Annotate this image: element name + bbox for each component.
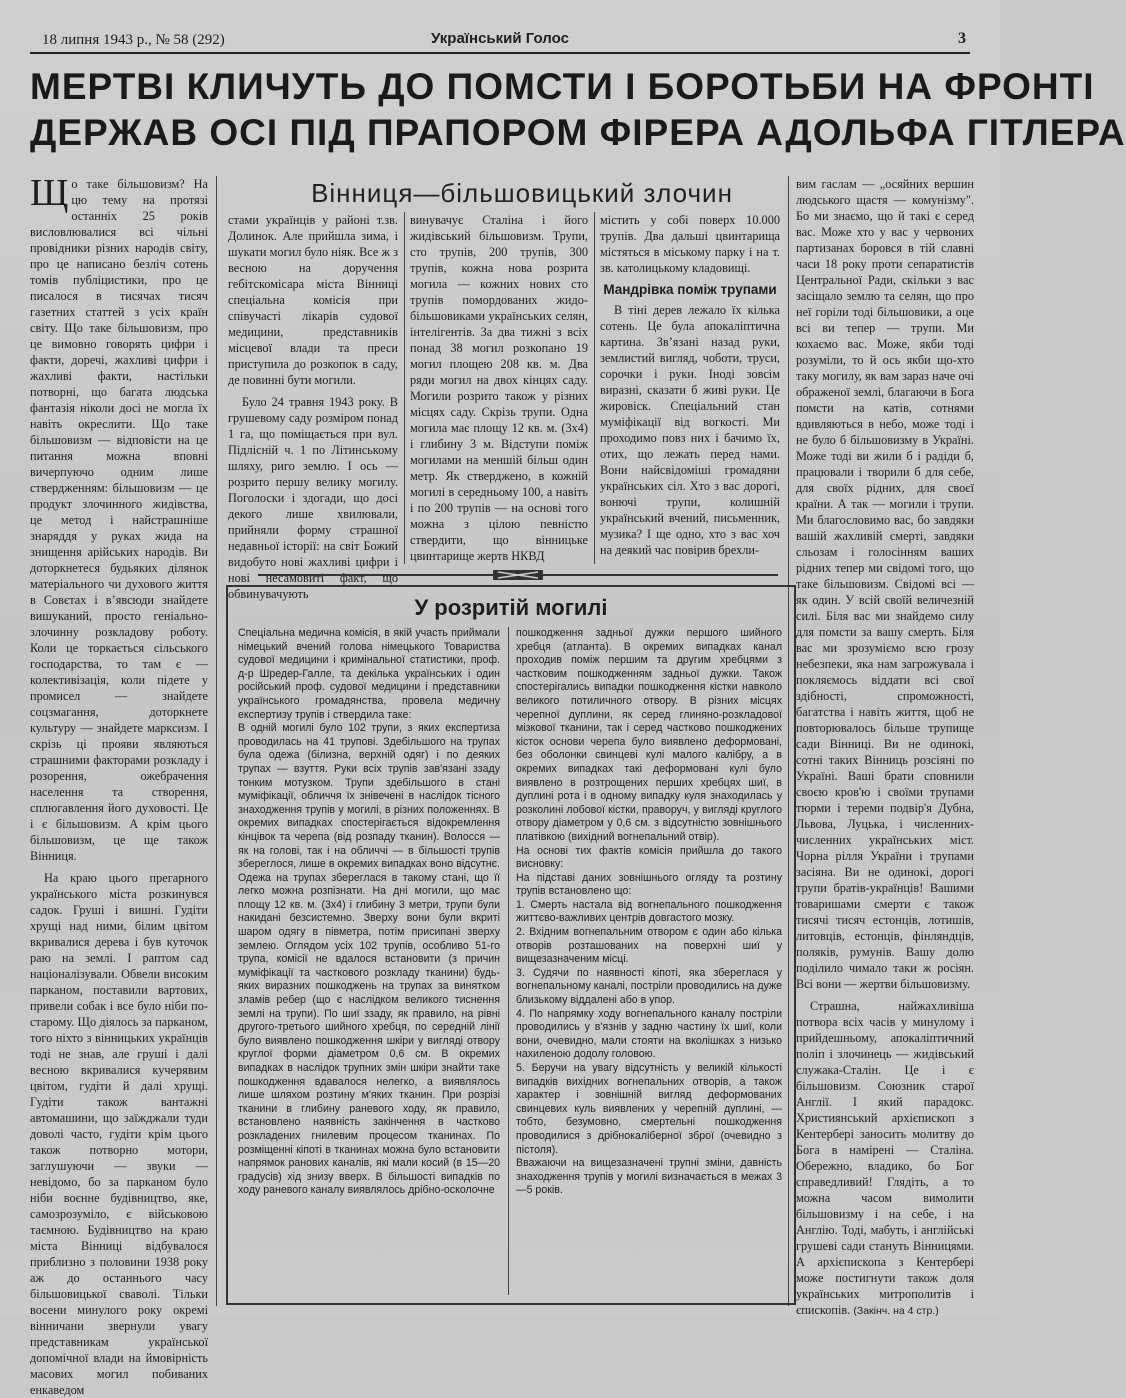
vinnytsia-paragraph: стами українців у районі т.зв. Долинок. Але прийшла зима, і шукати могил було ніяк. Все ж з весною на доручення гебітскомісара міста Вінниці спеціальна комісія при співучасті лікарів судової медицини, представників місцевої влади та преси приступила до розкопок в саду, де повинні бути могили. bbox=[228, 213, 398, 387]
column-rule bbox=[216, 176, 217, 1306]
vinnytsia-column-4 bbox=[600, 212, 780, 568]
banner-headline bbox=[30, 64, 1126, 156]
vinnytsia-paragraph: В тіні дерев лежало їх кілька сотень. Це була апокаліптична картина. Звʼязані назад руки, землистий вигляд, чоботи, труси, сорочки і руки. Іноді зовсім виразні, сказати б живі руки. Це жировіск. Спеціальний стан муміфікації від вогкості. Ми проходимо повз них і бачимо їх, отих, що лежать перед нами. Вони найсвідоміші громадяни українських сіл. Хто з вас дорогі, вонючі трупи, колишній український вчений, письменник, музика? І ще одно, хто з вас хоч на деякий час повірив брехли- bbox=[600, 303, 780, 557]
continuation-paragraph: вим гаслам — „осяйних вершин людського щастя — комунізму". Бо ми знаємо, що й такі є серед вас. Може хто у вас у червоних партизанах боровся в тій славні часи 18 року проти сепаратистів Центральної Ради, скільки з вас засіщало землю та селян, що про неї горіли тоді більшовики, а оце всі ви тепер — трупи. Ми кохаємо вас. Може, якби тоді розуміли, то й ось якби що-хто таку могилу, як вам зараз наче очі ображеної землі, благаючи в Бога помсти на катів, сотнями вдивляються в небо, може тоді і не було б більшовизму в Україні. Може тоді ви жили б і радіди б, працювали і творили б для себе, для своїх рідних, для своєї країни. А так — могили і трупи. Ми благословимо вас, бо завдяки вашій жахливій смерті, завдяки сльозам і голосінням ваших рідних тепер ми свідомі того, що таке більшовизм. Свідомі всі — як один. У всій своїй величезній силі. Біля вас ми знайдемо силу для помсти за вашу смерть. Біля вас ми зрозуміємо всю грозу небезпеки, яка нам загрожувала і покляємось віддати всі свої здібності, спроможності, багатства і навіть життя, щоб не повторювалось більше трупище сади Вінниці. Ви не одинокі, сотні таких Вінниць розсіяні по Україні. Ваші брати сповнили своєю кров'ю і своїми трупами тюрми і тереми подвір'я Дубна, Львова, Луцька, і численних-численних українських міст. Чорна рілля України і трупами засіяна. Ви не одинокі, дорогі трупи братів-українців! Вашими товаришами смерти є також тисячі тисяч естонців, лотишів, литовців, естонців, фінляндців, поляків, румунів. Вашу долю поділило чимало таки ж росіян. Всі вони — жертви більшовизму. bbox=[796, 177, 974, 991]
editorial-column bbox=[30, 172, 208, 1397]
boxed-article-right-column: пошкодження задньої дужки першого шийного хребця (атланта). В окремих випадках канал проходив поміж першим та другим хребцями з частковим пошкодженням задньої дужки. Також спостерігались випадки пошкодження кістки навколо великого потиличного отвору. В різних місцях черепної дуплини, як серед глиняно-розкладової мізкової тканини, так і серед частково пошкоджених кісток основи черепа було виявлено деформовані, без оболонки свинцеві кулі малого калібру, а в окремих випадках такі деформовані кулі було виявлено в розтрощених перших хребцях шиї, в дуплині рота і в одному випадку куля знаходилась у розколині лобової кістки, праворуч, у вигляді круглого отвору діаметром у 0,6 см. з відсутністю зовнішнього платівкою (вихідний вогнепальний отвір). На основі тих фактів комісія прийшла до такого висновку: На підставі даних зовнішнього огляду та розтину трупів встановлено що: 1. Смерть настала від вогнепального пошкодження життєво-важливих центрів довгастого мозку. 2. Вхідним вогнепальним отвором є один або кілька отворів розташованих на поверхні шиї у вищезазначеним місці. 3. Судячи по наявності кіпоті, яка збереглася у вогнепальному каналі, постріли проводились на дуже близькому віддалені або в упор. 4. По напрямку ходу вогнепального каналу постріли проводились у в'язнів у задню частину їх шиї, коли вони, очевидно, мали стояти на вколішках з низько нахиленою додолу головою. 5. Беручи на увагу відсутність у великій кількості випадків вихідних вогнепальних отворів, а також характер і зовнішній вигляд деформованих свинцевих куль виявлених у черепній дуплині, — тобто, безумовно, смертельні пошкодження проводилися з дрібнокаліберної зброї (очевидно з пістоля). Вважаючи на вищезазначені трупні зміни, давність знаходження трупів у могилі визначається в межах 3—5 років. bbox=[516, 627, 782, 1197]
editorial-text-1: о таке більшовизм? На цю тему на протязі останніх 25 років висловлювалися всі чільні провідники різних народів світу, про це написано безліч сотень томів публіцистики, про це писалося в тисячах тисяч газетних статтей з усіх країн світу. Що таке більшовизм, про це вимовно говорять цифри і факти, доречі, жахливі цифри і жахливі факти, настільки потворні, що багата людська фантазія ніколи досі не могла їх навіть окреслити. Що таке більшовизм — відповісти на це питання можна вповні вичерпуючо одним лише ствердженням: більшовизм — це продукт злочинного жидівства, це метод і найстрашніше знаряддя у руках жида на знищення арійських народів. Ви доторкнетеся будьяких ділянок матеріального чи духового життя в Совєтах і вʼявсюди знайдете вишуканий, просто геніально-злочинну розкладову роботу. Коли це торкається сільського господарства, то там є — колективізація, коли підете у промисел — знайдете соцзмагання, доторкнете культуру — знайдете марксизм. І скрізь ці прояви являються страшними факторами розкладу і розорення, ожебрачення населення та створення, сплюгавлення його духовості. Це і є більшовизм. А крім цього більшовизм, це ще також Вінниця. bbox=[30, 177, 208, 863]
column-rule bbox=[404, 212, 405, 564]
column-rule bbox=[508, 627, 509, 1295]
continuation-text-2: Страшна, найжахливіша потвора всіх часів у минулому і прийдешньому, апокаліптичний поліп і злочинець — жидівський служака-Сталін. Це і є більшовизм. Союзник старої Англії. І який парадокс. Християнський архієпископ з Кентербері заносить молитву до Бога в намірені — Сталіна. Обережно, владико, бо Бог справедливий! Глядіть, а то можна часом вимолити більшовизму і на себе, і на Англію. Тоді, мабуть, і англійські грушеві сади стануть Вінницями. А архієпископа з Кентербері може постигнути також доля українських митрополитів і єпископів. bbox=[796, 999, 974, 1317]
page-number: 3 bbox=[958, 30, 966, 47]
article-title-vinnytsia: Вінниця—більшовицький злочин bbox=[311, 178, 733, 208]
editorial-paragraph-2: На краю цього прегарного українського міста розкинувся садок. Груші і вишні. Гудіти хрущі над ними, білим цвітом вкривалися дерева і був куточок раю на землі. І раптом сад націоналізували. Обвели високим парканом, поставили вартових, привели собак і все було ніби по-старому. Що діялось за парканом, того ніхто з вінницьких українців тоді не знав, але груші і далі весною вкривалися кучерявим цвітом, гудіти й далі хрущі. Гудіти також вантажні автомашини, що заїжджали туди доволі часто, гудіти крім цього також потворно мотори, заглушуючи — звуки — невідомо, бо за парканом було ніби воєнне будівництво, яке, самозрозуміло, є військовою таємною. Будівництво на краю міста Вінниці відбувалося приблизно з половини 1938 року аж до останнього часу більшовицької сваволі. Тільки восени минулого року окремі вінничани звернули увагу представникам української допомічної влади на ймовірність масових могил побиваних енкаведом bbox=[30, 871, 208, 1397]
continuation-paragraph-2 bbox=[796, 998, 974, 1319]
editorial-paragraph-1 bbox=[30, 172, 208, 864]
continuation-column bbox=[796, 176, 974, 1317]
banner-line-2: ДЕРЖАВ ОСІ ПІД ПРАПОРОМ ФІРЕРА АДОЛЬФА ГІТЛЕРА bbox=[30, 112, 1126, 153]
vinnytsia-column-3 bbox=[410, 212, 588, 568]
vinnytsia-column-2 bbox=[228, 212, 398, 601]
issue-date: 18 липня 1943 р., № 58 (292) bbox=[42, 32, 225, 48]
boxed-article bbox=[226, 585, 796, 1305]
drop-cap: Щ bbox=[30, 172, 69, 214]
column-rule bbox=[594, 212, 595, 564]
vinnytsia-paragraph: містить у собі поверх 10.000 трупів. Два дальші цвинтарища містяться в міському парку і на т. зв. католицькому кладовищі. bbox=[600, 213, 780, 275]
banner-line-1: МЕРТВІ КЛИЧУТЬ ДО ПОМСТИ І БОРОТЬБИ НА ФРОНТІ bbox=[30, 66, 1095, 107]
ornament-divider bbox=[258, 570, 778, 580]
boxed-article-left-column: Спеціальна медична комісія, в якій участь приймали німецький вчений голова німецького Товариства судової медицини і кримінальної статистики, проф. д-р Шредер-Галле, та декілька українських і один російський проф. судової медицини і представники українського громадянства, провела медичну експертизу трупів і ствердила таке: В одній могилі було 102 трупи, з яких експертиза проводилась на 41 трупові. Здебільшого на трупах була одежа (білизна, верхній одяг) і по деяких трупах — взуття. Руки всіх трупів зав'язані ззаду тонким мотузком. Трупи здебільшого в стані муміфікації, обличчя їх знівечені в наслідок тісного знаходження трупів у могилі, в різних положеннях. В окремих випадках спостерігається відокремлення кінцівок та черепа (від розпаду тканин). Волосся — як на голові, так і на обличчі — в більшості трупів збереглося, лише в окремих випадках воно відсутнє. Одежа на трупах збереглася в такому стані, що її легко можна розпізнати. На дні могили, що має площу 12 кв. м. (3х4) і глибину 3 метри, трупи були накидані безсистемно. Зверху вони були вкриті шаром одягу в півметра, потім присипані зверху землею. Оглядом усіх 102 трупів, особливо 51-го трупа, комісії не вдалося встановити (з причин муміфікації та часткового розкладу тканини) будь-яких виразних пошкоджень на трупах за винятком зламів ребер (що є наслідком великого тиснення землі на трупи). По шиї ззаду, як правило, на рівні другого-третього шийного хребця, по середній лінії було виявлено пошкодження шкіри у вигляді отвору круглої форми діаметром 0,6 см. В окремих випадках в наслідок трупних змін шкіри знайти таке пошкодження вдавалося нелегко, а виявлялось лише шляхом розтину м'яких тканин. При розрізі тканини в глибину раневого ходу, як правило, встановлено наявність закінчення в частково розкладених гнилевим процесом тканинах. По розміщенні кіпоті в тканинах можна було встановити напрямок ранових каналів, які мали косий (в 15—20 градусів) хід знизу вверх. В більшості випадків по ходу раневого каналу виявлялось дрібно-осколочне bbox=[238, 627, 500, 1197]
boxed-article-title: У розритій могилі bbox=[414, 595, 608, 620]
subheading-walk-among-corpses: Мандрівка поміж трупами bbox=[603, 282, 777, 297]
vinnytsia-paragraph: Було 24 травня 1943 року. В грушевому саду розміром понад 1 га, що поміщається при вул. Підлісній ч. 1 по Літинському шляху, риго землю. І ось — розрито першу велику могилу. Поголоски і здогади, що досі декого лише хвилювали, прийняли форму страшної недавньої історії: на світ Божий видобуто нові жахливі цифри і нові несамовиті факт, що обвинувачують bbox=[228, 395, 398, 601]
continued-note: (Закінч. на 4 стр.) bbox=[853, 1305, 939, 1317]
newspaper-title: Український Голос bbox=[431, 30, 569, 47]
masthead bbox=[30, 30, 970, 54]
vinnytsia-paragraph: винувачує Сталіна і його жидівський більшовизм. Трупи, сто трупів, 200 трупів, 300 трупів, кожна нова розрита могила — кожних нових сто трупів помордованих жидо-більшовиками українських селян, інтелігентів. За два тижні з всіх понад 38 могил розкопано 19 могил площею 208 кв. м. Два ряди могил на двох кінцях саду. Могили розрито також у різних місцях саду. Скрізь трупи. Одна могила має площу 12 кв. м. (3х4) і глибину 3 м. Відступи поміж могилами на меншій більш один метр. Як стверджено, в кожній могилі в середньому 100, а навіть і по 200 трупів — на основі того можна з цілою певністю ствердити, що вінницьке цвинтарище жертв НКВД bbox=[410, 213, 588, 563]
